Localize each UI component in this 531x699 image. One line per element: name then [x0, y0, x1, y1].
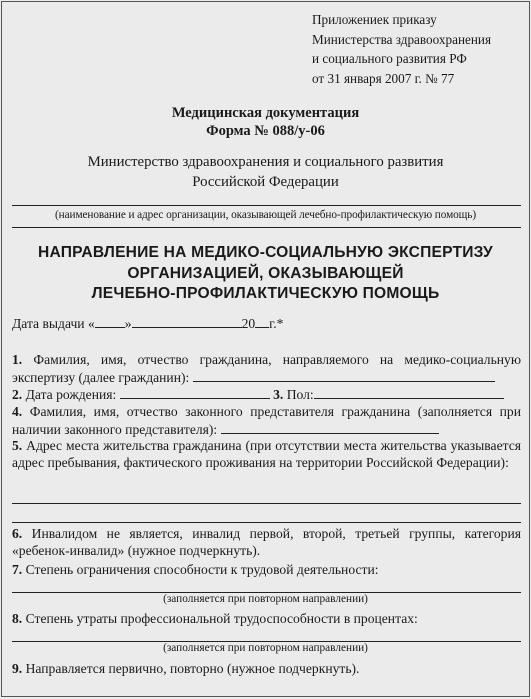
year-prefix: 20 [241, 316, 256, 331]
field-4 [12, 404, 521, 438]
field-6 [12, 526, 521, 559]
field-2-label: Дата рождения: [25, 387, 117, 402]
field-7 [12, 562, 521, 579]
field-3-label: Пол: [286, 387, 314, 402]
field-num: 1. [12, 352, 23, 367]
org-caption: (наименование и адрес организации, оказывающей лечебно-профилактическую помощь) [55, 209, 476, 221]
field-num: 2. [12, 387, 23, 402]
field-2-3 [12, 386, 521, 404]
approval-line: и социального развития РФ [312, 51, 467, 66]
ministry-line: Российской Федерации [192, 174, 339, 190]
field-1-label: Фамилия, имя, отчество гражданина, направляемого на медико-социальную экспертизу (далее гражданин): [12, 352, 522, 385]
separator-line [12, 227, 521, 228]
form-number: Форма № 088/у-06 [206, 123, 325, 139]
field-4-input[interactable] [221, 421, 439, 434]
approval-line: от 31 января 2007 г. № 77 [312, 70, 455, 86]
field-num: 5. [12, 438, 23, 453]
address-line-1[interactable] [12, 503, 521, 504]
org-name-line [12, 205, 521, 206]
ministry-name [2, 152, 529, 192]
field-8 [12, 611, 521, 628]
field-9-label: Направляется первично, повторно (нужное подчеркнуть). [25, 661, 360, 676]
year-blank[interactable] [255, 315, 269, 328]
field-5-label: Адрес места жительства гражданина (при отсутствии места жительства указывается адрес пребывания, фактического проживания на территории Российской Федерации): [12, 438, 522, 470]
day-blank[interactable] [95, 315, 125, 328]
field-num: 3. [273, 387, 284, 402]
field-num: 4. [12, 404, 23, 419]
year-suffix: г.* [269, 316, 284, 331]
address-line-2[interactable] [12, 522, 521, 523]
approval-line: Министерства здравоохранения [312, 31, 492, 47]
field-8-label: Степень утраты профессиональной трудоспособности в процентах: [25, 611, 418, 626]
doc-type-label: Медицинская документация [171, 105, 360, 121]
field-7-note: (заполняется при повторном направлении) [163, 593, 368, 605]
field-5 [12, 438, 521, 471]
issue-date-label: Дата выдачи « [12, 316, 95, 331]
title-line: ЛЕЧЕБНО-ПРОФИЛАКТИЧЕСКУЮ ПОМОЩЬ [91, 285, 440, 302]
approval-line: Приложениек приказу [312, 12, 437, 27]
field-9 [12, 661, 521, 678]
approval-block [312, 10, 527, 88]
form-page [1, 1, 530, 697]
birth-date-input[interactable] [120, 386, 270, 399]
field-6-label: Инвалидом не является, инвалид первой, второй, третьей группы, категория «ребенок-инвалид» (нужное подчеркнуть). [12, 526, 521, 558]
field-num: 9. [12, 661, 23, 676]
quote-close: » [124, 316, 132, 331]
field-num: 6. [12, 526, 23, 541]
field-1 [12, 352, 521, 386]
field-num: 7. [12, 562, 23, 577]
title-line: НАПРАВЛЕНИЕ НА МЕДИКО-СОЦИАЛЬНУЮ ЭКСПЕРТИЗУ [38, 244, 493, 261]
field-num: 8. [12, 611, 23, 626]
field-4-label: Фамилия, имя, отчество законного представителя гражданина (заполняется при наличии законного представителя): [12, 404, 521, 437]
issue-date [12, 315, 283, 332]
document-type [2, 104, 529, 140]
field-1-input[interactable] [193, 369, 495, 382]
ministry-line: Министерство здравоохранения и социального развития [87, 154, 444, 170]
field-8-note: (заполняется при повторном направлении) [163, 642, 368, 654]
month-blank[interactable] [132, 315, 242, 328]
sex-input[interactable] [314, 386, 504, 399]
title-line: ОРГАНИЗАЦИЕЙ, ОКАЗЫВАЮЩЕЙ [127, 264, 404, 282]
form-title [2, 243, 529, 305]
field-7-label: Степень ограничения способности к трудовой деятельности: [25, 562, 379, 577]
